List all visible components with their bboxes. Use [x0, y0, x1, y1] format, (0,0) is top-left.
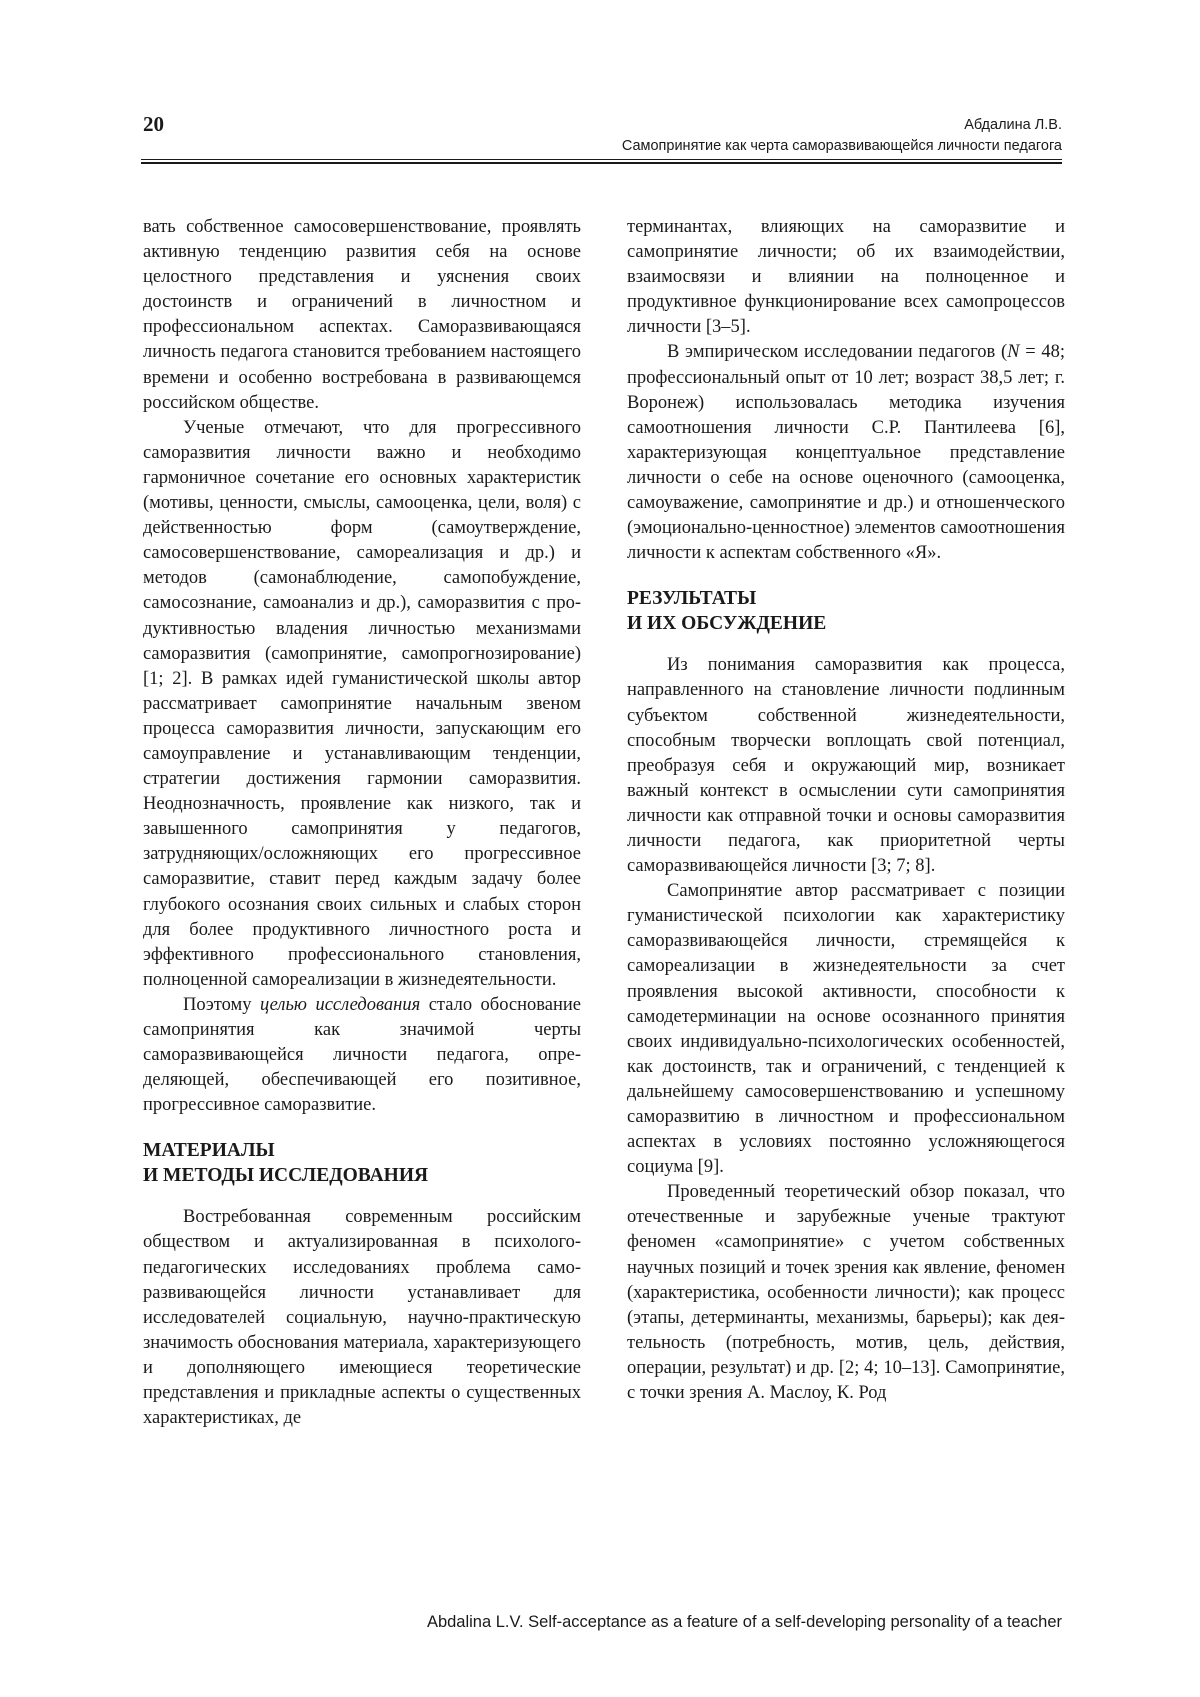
running-header [622, 115, 1062, 157]
paragraph [627, 340, 1065, 566]
heading-line: МАТЕРИАЛЫ [143, 1140, 275, 1162]
heading-line: И МЕТОДЫ ИССЛЕДОВАНИЯ [143, 1165, 429, 1187]
paragraph: Востребованная современным российским обществом и актуализированная в психолого-педагогических исследованиях проблема саморазвивающейся личности устанавливает для исследователей социальную, научно-практическую значимость обоснования материала, характеризующего и дополняющего имеющиеся теоретические представления и прикладные аспекты о существенных характеристиках, де [143, 1207, 581, 1429]
paragraph [143, 993, 581, 1118]
right-column [627, 215, 1065, 1406]
paragraph: Ученые отмечают, что для прогрессивного саморазвития личности важно и необходимо гармоничное сочетание его основных характеристик (мотивы, ценности, смыслы, самооценка, цели, воля) с действенностью форм (самоутверждение, самосовершенствование, самореализация и др.) и методов (самонаблюдение, самопобуждение, самосознание, самоанализ и др.), саморазвития с продуктивностью владения личностью механизмами саморазвития (самопринятие, самопрогнозирование) [1; 2]. В рамках идей гуманистической школы автор рассматривает самопринятие начальным звеном процесса саморазвития личности, запускающим его самоуправление и устанавливающим тенденции, стратегии достижения гармонии саморазвития. Неоднозначность, проявление как низкого, так и завышенного самопринятия у педагогов, затрудняющих/осложняющих его прогрессивное саморазвитие, ставит перед каждым задачу более глубокого осознания своих сильных и слабых сторон для более продуктивного личностного роста и эффективного профессионального становления, полноценной самореализации в жизнедеятельности. [143, 417, 581, 990]
paragraph: вать собственное самосовершенствование, проявлять активную тенденцию развития себя на основе целостного представления и уяснения своих достоинств и ограничений в личностном и профессиональном аспектах. Саморазвивающаяся личность педагога становится требованием настоящего времени и особенно востребована в развивающемся российском обществе. [143, 217, 581, 413]
paragraph: Из понимания саморазвития как процесса, направленного на становление личности подлинным субъектом собственной жизнедеятельности, способным творчески воплощать свой потенциал, преобразуя себя и окружающий мир, возникает важный контекст в осмыслении сути самопринятия личности как отправной точки и основы саморазвития личности педагога, как приоритетной черты саморазвивающейся личности [3; 7; 8]. [627, 655, 1065, 877]
text-span: = 48; профессиональный опыт от 10 лет; возраст 38,5 лет; г. Воронеж) использовалась методика изучения самоотношения личности С.Р. Пантилеева [6], характеризующая концептуальное представление личности о себе на основе оценочного (самооценка, самоуважение, самопринятие и др.) и отношенческого (эмоционально-ценностное) элементов самоотношения личности к аспектам собственного «Я». [627, 342, 1065, 564]
paragraph: Самопринятие автор рассматривает с позиции гуманистической психологии как характеристику саморазвивающейся личности, стремящейся к самореализации в жизнедеятельности за счет проявления высокой активности, способности к самодетерминации на основе осознанного принятия своих индивидуально-психологических особенностей, как достоинств, так и ограничений, с тенденцией к дальнейшему самосовершенствованию и успешному саморазвитию в личностном и профессиональном аспектах в условиях постоянно усложняющегося социума [9]. [627, 881, 1065, 1178]
section-heading-results [627, 586, 1065, 636]
left-column [143, 215, 581, 1431]
page-number: 20 [143, 112, 164, 136]
text-span: стало обоснование самопринятия как значимой черты саморазвивающейся личности педагога, определяющей, обеспечивающей его позитивное, прогрессивное саморазвитие. [143, 994, 582, 1116]
paragraph: терминантах, влияющих на саморазвитие и самопринятие личности; об их взаимодействии, взаимосвязи и влиянии на полноценное и продуктивное функционирование всех самопроцессов личности [3–5]. [627, 217, 1065, 338]
variable-n: N [1007, 342, 1020, 363]
text-span: Поэтому [183, 994, 260, 1015]
heading-line: РЕЗУЛЬТАТЫ [627, 588, 757, 610]
header-author: Абдалина Л.В. [964, 117, 1062, 133]
text-span: В эмпирическом исследовании педагогов ( [667, 342, 1008, 363]
emphasis-text: целью исследования [259, 994, 421, 1015]
header-rule-thin [141, 159, 1062, 160]
running-footer: Abdalina L.V. Self-acceptance as a feature of a self-developing personality of a teacher [426, 1613, 1062, 1631]
heading-line: И ИХ ОБСУЖДЕНИЕ [627, 613, 827, 635]
header-title: Самопринятие как черта саморазвивающейся личности педагога [621, 138, 1062, 154]
header-rule-thick [141, 162, 1062, 164]
paragraph: Проведенный теоретический обзор показал, что отечественные и зарубежные ученые трактуют феномен «самопринятие» с учетом собственных научных позиций и точек зрения как явление, феномен (характеристика, особенности личности); как процесс (этапы, детерминанты, механизмы, барьеры); как деятельность (потребность, мотив, цель, действия, операции, результат) и др. [2; 4; 10–13]. Самопринятие, с точки зрения А. Маслоу, К. Род [627, 1182, 1065, 1404]
section-heading-materials [143, 1138, 581, 1188]
